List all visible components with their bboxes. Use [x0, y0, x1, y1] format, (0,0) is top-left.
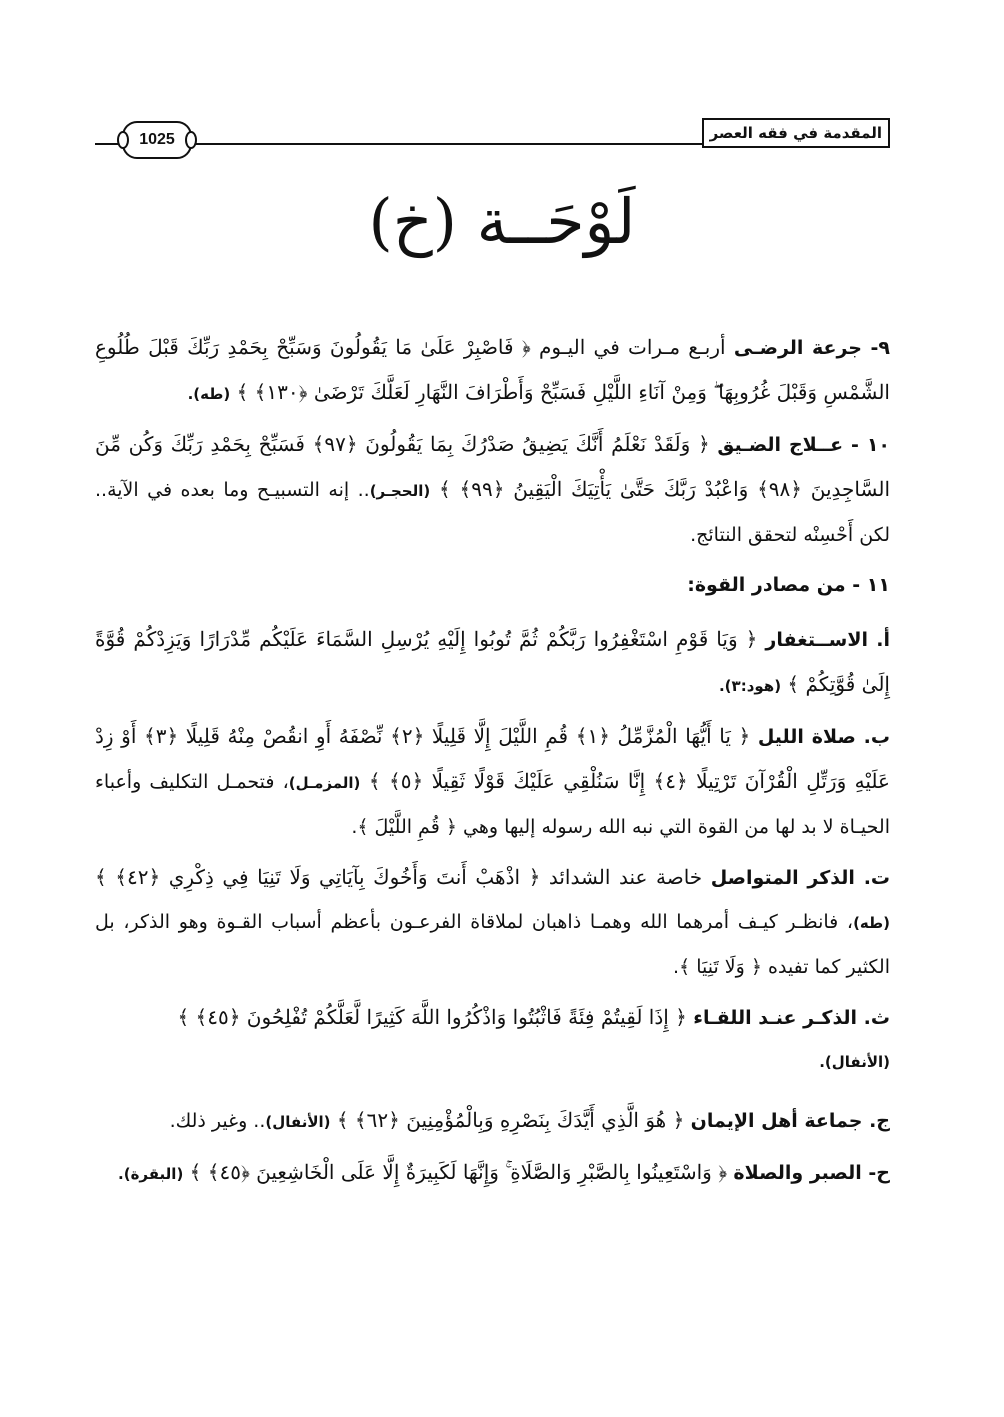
- item-b-ref: (المزمـل): [288, 774, 361, 792]
- item-c-label: ت. الذكر المتواصل: [710, 867, 891, 889]
- item-a-text: ﴿ وَيَا قَوْمِ اسْتَغْفِرُوا رَبَّكُمْ ثُمَّ تُوبُوا إِلَيْهِ يُرْسِلِ السَّمَاءَ عَلَيْكُم مِّدْرَارًا وَيَزِدْكُمْ قُوَّةً إِلَىٰ قُوَّتِكُمْ ﴾: [95, 627, 890, 696]
- item-b-comment: ، فتحمـل التكليف وأعباء الحيـاة لا بد لها من القوة التي نبه الله رسوله إليها وهي ﴿ قُمِ اللَّيْلَ ﴾.: [95, 771, 890, 838]
- body-text: [95, 325, 890, 1202]
- item-d: [95, 995, 890, 1040]
- item-f-text: ﴿ وَاسْتَعِينُوا بِالصَّبْرِ وَالصَّلَاةِ ۚ وَإِنَّهَا لَكَبِيرَةٌ إِلَّا عَلَى الْخَاشِعِينَ ﴿٤٥﴾ ﴾: [183, 1160, 734, 1184]
- item-d-ref: (الأنفال).: [819, 1053, 890, 1071]
- item-a-label: أ. الاســتغفار: [765, 629, 891, 651]
- item-e-ref: (الأنفال): [265, 1113, 331, 1131]
- item-10-label: ١٠ - عــلاج الضـيق: [717, 434, 891, 456]
- item-e: [95, 1098, 890, 1144]
- item-a: [95, 617, 890, 708]
- item-e-label: ج. جماعة أهل الإيمان: [690, 1110, 890, 1132]
- item-d-text: ﴿ إِذَا لَقِيتُمْ فِئَةً فَاثْبُتُوا وَاذْكُرُوا اللَّهَ كَثِيرًا لَّعَلَّكُمْ تُفْلِحُونَ ﴿٤٥﴾ ﴾: [177, 1005, 694, 1029]
- item-a-ref: (هود:٣).: [718, 677, 782, 695]
- item-10-comment: .. إنه التسبيـح وما بعده في الآية.. لكن أَحْسِنْه لتحقق النتائج.: [95, 479, 890, 546]
- item-e-quran: ﴿ هُوَ الَّذِي أَيَّدَكَ بِنَصْرِهِ وَبِالْمُؤْمِنِينَ ﴿٦٢﴾ ﴾: [330, 1108, 691, 1132]
- item-9-text: أربـع مـرات في اليـوم ﴿ فَاصْبِرْ عَلَىٰ مَا يَقُولُونَ وَسَبِّحْ بِحَمْدِ رَبِّكَ قَبْلَ طُلُوعِ الشَّمْسِ وَقَبْلَ غُرُوبِهَا ۖ وَمِنْ آنَاءِ اللَّيْلِ فَسَبِّحْ وَأَطْرَافَ النَّهَارِ لَعَلَّكَ تَرْضَىٰ ﴿١٣٠﴾ ﴾: [95, 335, 890, 404]
- item-c-quran: خاصة عند الشدائد ﴿ اذْهَبْ أَنتَ وَأَخُوكَ بِآيَاتِي وَلَا تَنِيَا فِي ذِكْرِي ﴿٤٢﴾ ﴾: [95, 865, 711, 889]
- page-header: [95, 118, 890, 148]
- item-c-comment: ، فانظـر كيـف أمرهما الله وهمـا ذاهبان لملاقاة الفرعـون بأعظم أسباب القـوة وهو الذكر، بل الكثير كما تفيده ﴿ وَلَا تَنِيَا ﴾.: [95, 911, 890, 978]
- item-10: [95, 422, 890, 557]
- item-9-label: ٩- جرعة الرضـى: [733, 337, 890, 359]
- running-title: المقدمة في فقه العصر: [702, 118, 890, 148]
- item-b: [95, 714, 890, 849]
- item-10-ref: (الحجـر): [369, 482, 431, 500]
- page-number: 1025: [122, 121, 192, 159]
- item-9-ref: (طه).: [187, 385, 231, 403]
- item-b-label: ب. صلاة الليل: [757, 726, 890, 748]
- item-9: [95, 325, 890, 416]
- item-f-label: ح- الصبر والصلاة: [733, 1162, 890, 1184]
- item-10-quran: ﴿ وَلَقَدْ نَعْلَمُ أَنَّكَ يَضِيقُ صَدْرُكَ بِمَا يَقُولُونَ ﴿٩٧﴾ فَسَبِّحْ بِحَمْدِ رَبِّكَ وَكُن مِّنَ السَّاجِدِينَ ﴿٩٨﴾ وَاعْبُدْ رَبَّكَ حَتَّىٰ يَأْتِيَكَ الْيَقِينُ ﴿٩٩﴾ ﴾: [95, 432, 891, 501]
- item-c-ref: (طه): [853, 914, 890, 932]
- section-heading-power-sources: ١١ - من مصادر القوة:: [687, 574, 890, 596]
- item-b-quran: ﴿ يَا أَيُّهَا الْمُزَّمِّلُ ﴿١﴾ قُمِ اللَّيْلَ إِلَّا قَلِيلًا ﴿٢﴾ نِّصْفَهُ أَوِ انقُصْ مِنْهُ قَلِيلًا ﴿٣﴾ أَوْ زِدْ عَلَيْهِ وَرَتِّلِ الْقُرْآنَ تَرْتِيلًا ﴿٤﴾ إِنَّا سَنُلْقِي عَلَيْكَ قَوْلًا ثَقِيلًا ﴿٥﴾ ﴾: [95, 724, 890, 793]
- item-f: [95, 1150, 890, 1196]
- item-f-ref: (البقرة).: [118, 1165, 184, 1183]
- page-title: لَوْحَــة (خ): [368, 185, 636, 258]
- item-c: [95, 855, 890, 989]
- item-e-comment: .. وغير ذلك.: [169, 1110, 266, 1132]
- item-d-label: ث. الذكـر عنـد اللقـاء: [693, 1007, 890, 1029]
